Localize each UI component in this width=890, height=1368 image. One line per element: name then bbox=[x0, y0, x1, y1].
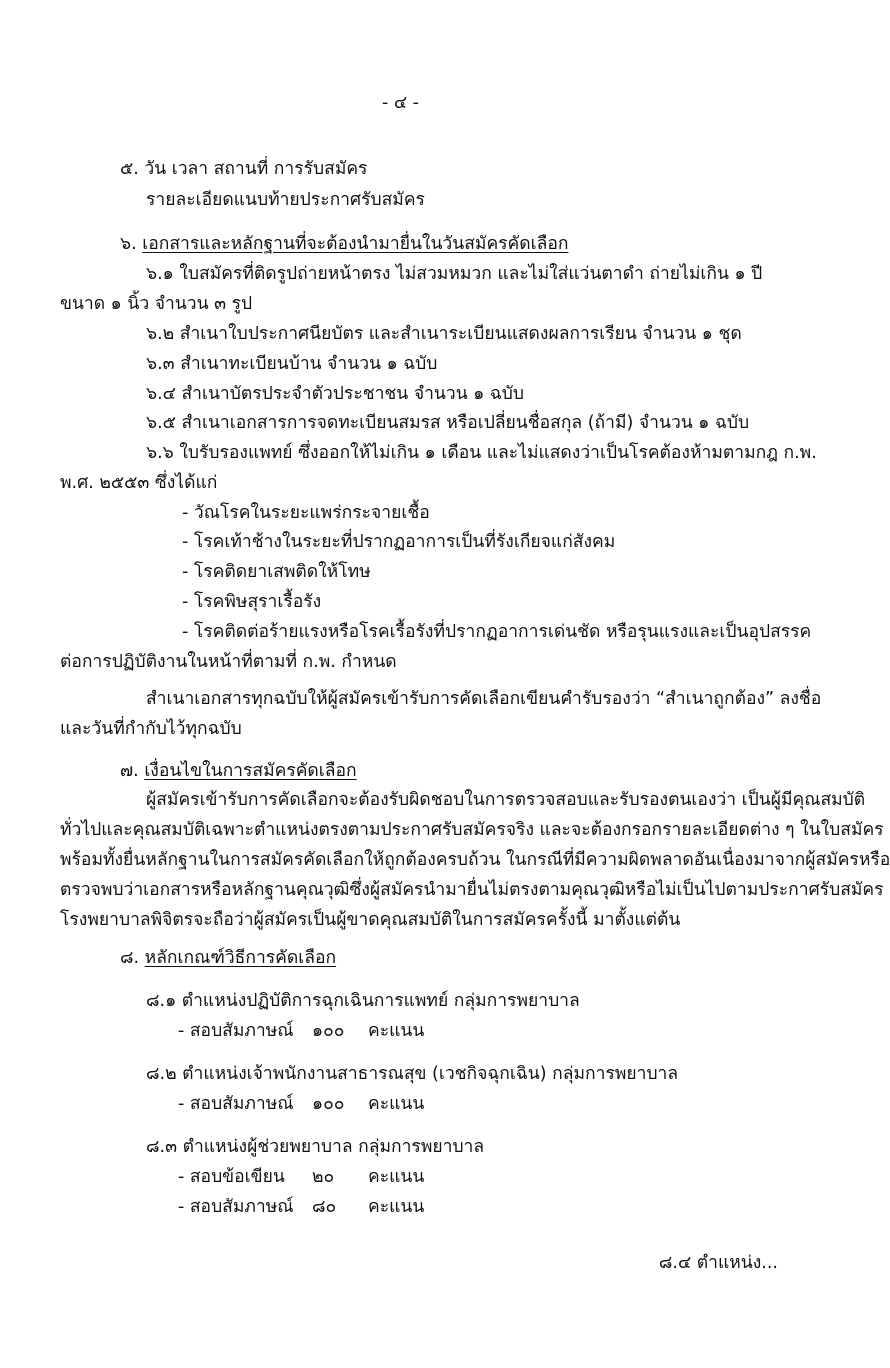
section-6-heading bbox=[120, 233, 568, 255]
position-8-3-title: ๘.๓ ตำแหน่งผู้ช่วยพยาบาล กลุ่มการพยาบาล bbox=[146, 1137, 485, 1157]
conditions-line: ผู้สมัครเข้ารับการคัดเลือกจะต้องรับผิดชอบในการตรวจสอบและรับรองตนเองว่า เป็นผู้มีคุณสมบัติ bbox=[146, 790, 866, 810]
conditions-line: พร้อมทั้งยื่นหลักฐานในการสมัครคัดเลือกให้ถูกต้องครบถ้วน ในกรณีที่มีความผิดพลาดอันเนื่องมาจากผู้สมัครหรือ bbox=[60, 850, 890, 870]
section-5-detail: รายละเอียดแนบท้ายประกาศรับสมัคร bbox=[146, 190, 425, 210]
disease-item: - โรคเท้าช้างในระยะที่ปรากฏอาการเป็นที่รังเกียจแก่สังคม bbox=[182, 532, 616, 552]
section-7-title: เงื่อนไขในการสมัครคัดเลือก bbox=[144, 761, 357, 781]
section-5-heading: ๕. วัน เวลา สถานที่ การรับสมัคร bbox=[120, 159, 368, 179]
section-7-heading bbox=[120, 760, 357, 782]
section-6-number: ๖. bbox=[120, 234, 137, 254]
item-6-3: ๖.๓ สำเนาทะเบียนบ้าน จำนวน ๑ ฉบับ bbox=[146, 354, 438, 374]
certify-note-line2: และวันที่กำกับไว้ทุกฉบับ bbox=[60, 719, 242, 739]
disease-item: - โรคติดยาเสพติดให้โทษ bbox=[182, 562, 371, 582]
test-name: - สอบสัมภาษณ์ bbox=[178, 1094, 294, 1114]
disease-item: - โรคติดต่อร้ายแรงหรือโรคเรื้อรังที่ปรากฏอาการเด่นชัด หรือรุนแรงและเป็นอุปสรรค bbox=[182, 622, 812, 642]
test-score: ๑๐๐ bbox=[312, 1094, 345, 1114]
position-8-1-title: ๘.๑ ตำแหน่งปฏิบัติการฉุกเฉินการแพทย์ กลุ่มการพยาบาล bbox=[146, 991, 580, 1011]
test-score: ๘๐ bbox=[312, 1197, 337, 1217]
test-unit: คะแนน bbox=[368, 1021, 425, 1041]
item-6-2: ๖.๒ สำเนาใบประกาศนียบัตร และสำเนาระเบียนแสดงผลการเรียน จำนวน ๑ ชุด bbox=[146, 324, 742, 344]
disease-item-continued: ต่อการปฏิบัติงานในหน้าที่ตามที่ ก.พ. กำหนด bbox=[60, 652, 397, 672]
test-name: - สอบข้อเขียน bbox=[178, 1167, 285, 1187]
conditions-line: โรงพยาบาลพิจิตรจะถือว่าผู้สมัครเป็นผู้ขาดคุณสมบัติในการสมัครครั้งนี้ มาตั้งแต่ต้น bbox=[60, 910, 681, 930]
position-8-2-title: ๘.๒ ตำแหน่งเจ้าพนักงานสาธารณสุข (เวชกิจฉุกเฉิน) กลุ่มการพยาบาล bbox=[146, 1064, 679, 1084]
section-7-number: ๗. bbox=[120, 761, 139, 781]
disease-item: - โรคพิษสุราเรื้อรัง bbox=[182, 592, 322, 612]
conditions-line: ทั่วไปและคุณสมบัติเฉพาะตำแหน่งตรงตามประกาศรับสมัครจริง และจะต้องกรอกรายละเอียดต่าง ๆ ในใบสมัคร bbox=[60, 820, 884, 840]
test-name: - สอบสัมภาษณ์ bbox=[178, 1021, 294, 1041]
conditions-line: ตรวจพบว่าเอกสารหรือหลักฐานคุณวุฒิซึ่งผู้สมัครนำมายื่นไม่ตรงตามคุณวุฒิหรือไม่เป็นไปตามประกาศรับสมัคร bbox=[60, 880, 884, 900]
test-score: ๑๐๐ bbox=[312, 1021, 345, 1041]
section-8-number: ๘. bbox=[120, 948, 140, 968]
test-score: ๒๐ bbox=[312, 1167, 335, 1187]
test-unit: คะแนน bbox=[368, 1197, 425, 1217]
section-8-heading bbox=[120, 947, 336, 969]
item-6-1-line1: ๖.๑ ใบสมัครที่ติดรูปถ่ายหน้าตรง ไม่สวมหมวก และไม่ใส่แว่นตาดำ ถ่ายไม่เกิน ๑ ปี bbox=[146, 264, 763, 284]
disease-item: - วัณโรคในระยะแพร่กระจายเชื้อ bbox=[182, 503, 430, 523]
test-unit: คะแนน bbox=[368, 1094, 425, 1114]
section-8-title: หลักเกณฑ์วิธีการคัดเลือก bbox=[144, 948, 337, 968]
item-6-6-line1: ๖.๖ ใบรับรองแพทย์ ซึ่งออกให้ไม่เกิน ๑ เดือน และไม่แสดงว่าเป็นโรคต้องห้ามตามกฎ ก.พ. bbox=[146, 443, 817, 463]
certify-note-line1: สำเนาเอกสารทุกฉบับให้ผู้สมัครเข้ารับการคัดเลือกเขียนคำรับรองว่า “สำเนาถูกต้อง” ลงชื่อ bbox=[146, 689, 822, 709]
page-number: - ๔ - bbox=[382, 93, 419, 113]
item-6-5: ๖.๕ สำเนาเอกสารการจดทะเบียนสมรส หรือเปลี่ยนชื่อสกุล (ถ้ามี) จำนวน ๑ ฉบับ bbox=[146, 413, 750, 433]
item-6-1-line2: ขนาด ๑ นิ้ว จำนวน ๓ รูป bbox=[60, 294, 253, 314]
continuation-marker: ๘.๔ ตำแหน่ง... bbox=[658, 1253, 778, 1273]
item-6-4: ๖.๔ สำเนาบัตรประจำตัวประชาชน จำนวน ๑ ฉบับ bbox=[146, 384, 525, 404]
section-6-title: เอกสารและหลักฐานที่จะต้องนำมายื่นในวันสมัครคัดเลือก bbox=[142, 234, 569, 254]
test-unit: คะแนน bbox=[368, 1167, 425, 1187]
item-6-6-line2: พ.ศ. ๒๕๕๓ ซึ่งได้แก่ bbox=[60, 473, 218, 493]
test-name: - สอบสัมภาษณ์ bbox=[178, 1197, 294, 1217]
